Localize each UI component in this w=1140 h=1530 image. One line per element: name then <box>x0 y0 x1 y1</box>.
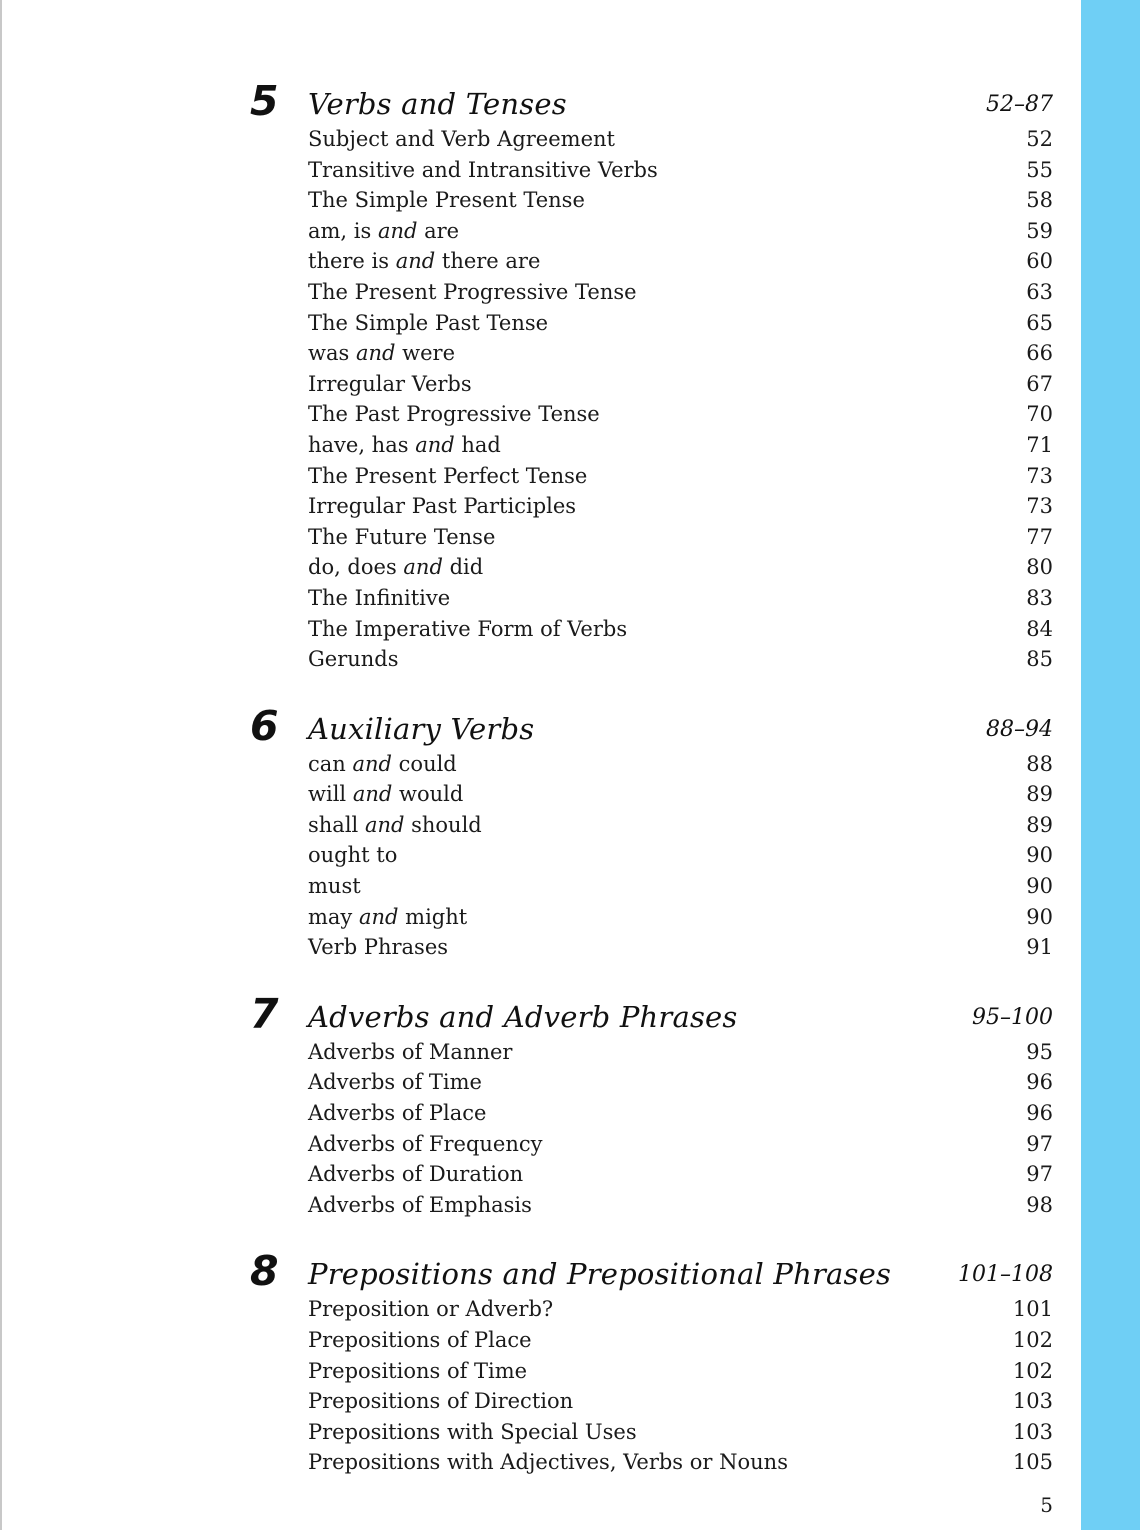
toc-entry-text: Adverbs of Time <box>308 1070 482 1095</box>
toc-entry-text: The Present Progressive Tense <box>308 279 637 304</box>
toc-entry[interactable] <box>250 1037 1053 1068</box>
toc-entry-connector: and <box>352 782 393 807</box>
toc-entry-connector: and <box>364 812 405 837</box>
chapter-number: 5 <box>250 77 279 125</box>
chapter-spacer <box>250 675 1053 703</box>
toc-entry-text: The Infinitive <box>308 585 451 610</box>
toc-entry-page: 96 <box>1026 1101 1053 1126</box>
toc-entry-title <box>308 779 463 809</box>
toc-entry-page: 65 <box>1026 310 1053 335</box>
toc-entry-page: 73 <box>1026 463 1053 488</box>
toc-entry-text: Verb Phrases <box>308 935 449 960</box>
table-of-contents <box>250 78 1053 1478</box>
toc-entry-text: there is <box>308 249 396 274</box>
toc-entry-page: 88 <box>1026 751 1053 776</box>
toc-entry-title <box>308 246 540 276</box>
toc-entry-text: Subject and Verb Agreement <box>308 127 615 151</box>
toc-entry-page: 85 <box>1026 647 1053 672</box>
toc-entry-page: 90 <box>1026 874 1053 899</box>
toc-entry-text: The Past Progressive Tense <box>308 402 600 427</box>
toc-entry-text: can <box>308 751 353 776</box>
toc-entry-text: Adverbs of Duration <box>308 1162 524 1187</box>
toc-entry-title <box>308 124 615 154</box>
toc-entry-text: Irregular Past Participles <box>308 494 577 519</box>
toc-entry[interactable] <box>250 491 1053 522</box>
toc-entry[interactable] <box>250 840 1053 871</box>
toc-entry-title <box>308 614 627 644</box>
toc-entry-text: am, is <box>308 218 378 243</box>
toc-entry-title <box>308 461 587 491</box>
toc-entry[interactable] <box>250 461 1053 492</box>
toc-entry-connector: and <box>355 341 396 366</box>
toc-entry-title <box>308 583 450 613</box>
toc-entry-title <box>308 1356 527 1386</box>
toc-entry-title <box>308 1417 637 1447</box>
toc-entry-title <box>308 1386 573 1416</box>
toc-entry-page: 66 <box>1026 341 1053 366</box>
toc-entry-text: are <box>417 218 460 243</box>
toc-entry[interactable] <box>250 871 1053 902</box>
toc-entry[interactable] <box>250 185 1053 216</box>
toc-entry-text: Prepositions with Special Uses <box>308 1419 637 1444</box>
toc-entry-text: Transitive and Intransitive Verbs <box>308 157 658 182</box>
toc-entry[interactable] <box>250 124 1053 155</box>
toc-entry-title <box>308 155 658 185</box>
toc-entry-text: must <box>308 874 361 899</box>
chapter-section <box>250 78 1053 675</box>
toc-entry[interactable] <box>250 430 1053 461</box>
toc-entry-text: Prepositions of Direction <box>308 1389 574 1414</box>
toc-entry-page: 70 <box>1026 402 1053 427</box>
toc-entry-text: ought to <box>308 843 398 868</box>
toc-entry-title <box>308 338 455 368</box>
toc-entry-text: would <box>392 782 464 807</box>
toc-entry-page: 59 <box>1026 218 1053 243</box>
toc-entry-text: do, does <box>308 555 404 580</box>
toc-entry-connector: and <box>403 555 443 580</box>
toc-entry-connector: and <box>395 249 436 274</box>
toc-entry-page: 71 <box>1026 432 1053 457</box>
toc-entry-title <box>308 1067 482 1097</box>
toc-entry-page: 95 <box>1026 1039 1053 1064</box>
toc-entry[interactable] <box>250 308 1053 339</box>
toc-entry-page: 102 <box>1012 1328 1053 1352</box>
toc-entry[interactable] <box>250 1190 1053 1221</box>
toc-entry-title <box>308 308 548 338</box>
toc-entry-title <box>308 277 637 307</box>
toc-entry[interactable] <box>250 1356 1053 1387</box>
toc-entry[interactable] <box>250 644 1053 675</box>
toc-entry-connector: and <box>352 751 392 776</box>
toc-entry-text: Adverbs of Frequency <box>308 1131 543 1156</box>
toc-entry-text: there are <box>435 249 541 274</box>
chapter-title: Verbs and Tenses <box>308 87 567 121</box>
toc-entry[interactable] <box>250 749 1053 780</box>
toc-entry-text: did <box>442 555 484 580</box>
toc-entry[interactable] <box>250 216 1053 247</box>
toc-entry[interactable] <box>250 1098 1053 1129</box>
toc-entry-text: Adverbs of Manner <box>308 1039 513 1064</box>
chapter-page-range: 101–108 <box>958 1262 1053 1288</box>
toc-entry-page: 96 <box>1026 1070 1053 1095</box>
chapter-number: 7 <box>250 989 279 1038</box>
toc-entry-text: was <box>308 341 356 366</box>
toc-entry-page: 97 <box>1026 1131 1053 1156</box>
toc-entry-page: 97 <box>1026 1162 1053 1187</box>
toc-entry-title <box>308 1129 543 1159</box>
toc-entry-title <box>308 1447 788 1477</box>
toc-entry[interactable] <box>250 932 1053 963</box>
chapter-spacer <box>250 963 1053 991</box>
toc-entry[interactable] <box>250 399 1053 430</box>
toc-entry-page: 55 <box>1026 157 1053 182</box>
chapter-heading[interactable] <box>250 991 1053 1037</box>
toc-entry-text: should <box>404 812 482 837</box>
toc-entry-title <box>308 840 397 870</box>
toc-entry-page: 84 <box>1026 616 1053 641</box>
toc-entry-text: might <box>398 904 468 929</box>
toc-entry-page: 102 <box>1012 1358 1053 1383</box>
toc-entry-title <box>308 1037 512 1067</box>
toc-entry-connector: and <box>415 432 455 457</box>
toc-entry-title <box>308 871 361 901</box>
toc-entry-page: 67 <box>1026 371 1053 396</box>
toc-entry-page: 60 <box>1026 249 1053 274</box>
toc-entry[interactable] <box>250 1067 1053 1098</box>
toc-entry-connector: and <box>358 904 399 929</box>
toc-entry[interactable] <box>250 522 1053 553</box>
toc-entry[interactable] <box>250 1386 1053 1417</box>
toc-entry-page: 98 <box>1026 1192 1053 1217</box>
toc-entry-page: 89 <box>1026 782 1053 807</box>
chapter-heading[interactable] <box>250 703 1053 749</box>
toc-entry-page: 90 <box>1026 904 1053 929</box>
toc-entry-title <box>308 902 467 932</box>
toc-entry-text: shall <box>308 812 365 837</box>
toc-entry[interactable] <box>250 1159 1053 1190</box>
toc-entry-title <box>308 552 483 582</box>
chapter-heading[interactable] <box>250 1248 1053 1294</box>
chapter-number: 6 <box>250 701 279 750</box>
toc-entry-title <box>308 491 576 521</box>
toc-entry-text: Adverbs of Emphasis <box>308 1192 532 1217</box>
toc-entry-text: Gerunds <box>308 647 399 672</box>
toc-entry[interactable] <box>250 1325 1053 1356</box>
toc-entry-title <box>308 1325 532 1355</box>
toc-entry-title <box>308 399 600 429</box>
toc-entry-text: Prepositions of Time <box>308 1358 528 1383</box>
toc-entry-page: 58 <box>1026 188 1053 213</box>
toc-entry-page: 83 <box>1026 585 1053 610</box>
toc-entry-page: 52 <box>1026 127 1053 151</box>
toc-entry[interactable] <box>250 1294 1053 1325</box>
toc-entry-text: have, has <box>308 432 416 457</box>
toc-entry-title <box>308 749 457 779</box>
toc-entry-connector: and <box>377 218 418 243</box>
toc-entry[interactable] <box>250 552 1053 583</box>
toc-entry[interactable] <box>250 369 1053 400</box>
chapter-number: 8 <box>250 1247 279 1296</box>
toc-entry-title <box>308 1159 523 1189</box>
chapter-title: Auxiliary Verbs <box>308 711 535 746</box>
toc-entry-title <box>308 932 448 962</box>
toc-entry-page: 73 <box>1026 494 1053 519</box>
toc-entry-page: 105 <box>1012 1450 1053 1475</box>
toc-entry[interactable] <box>250 810 1053 841</box>
toc-entry[interactable] <box>250 583 1053 614</box>
chapter-title: Adverbs and Adverb Phrases <box>308 999 738 1034</box>
toc-entry-text: The Future Tense <box>308 524 496 549</box>
toc-entry[interactable] <box>250 1129 1053 1160</box>
toc-entry-title <box>308 1294 553 1324</box>
toc-entry-text: The Simple Past Tense <box>308 310 549 335</box>
toc-entry-page: 90 <box>1026 843 1053 868</box>
chapter-page-range: 88–94 <box>986 716 1053 742</box>
chapter-spacer <box>250 1220 1053 1248</box>
toc-entry-text: The Present Perfect Tense <box>308 463 588 488</box>
toc-entry[interactable] <box>250 277 1053 308</box>
toc-entry-text: may <box>308 904 359 929</box>
toc-entry-text: The Imperative Form of Verbs <box>308 616 628 641</box>
toc-entry-text: had <box>454 432 501 457</box>
toc-entry-title <box>308 644 399 674</box>
toc-entry-title <box>308 216 459 246</box>
toc-entry-text: Adverbs of Place <box>308 1101 487 1126</box>
toc-entry-page: 103 <box>1012 1389 1053 1414</box>
toc-entry-title <box>308 1098 486 1128</box>
toc-entry-text: Preposition or Adverb? <box>308 1297 554 1322</box>
toc-entry[interactable] <box>250 1417 1053 1448</box>
toc-entry-title <box>308 810 482 840</box>
chapter-section <box>250 991 1053 1221</box>
toc-entry-text: The Simple Present Tense <box>308 188 585 213</box>
page-left-edge <box>0 0 2 1530</box>
chapter-page-range: 52–87 <box>986 92 1053 117</box>
toc-entry-title <box>308 369 472 399</box>
toc-entry-page: 91 <box>1026 935 1053 960</box>
toc-entry-page: 63 <box>1026 279 1053 304</box>
toc-entry-page: 89 <box>1026 812 1053 837</box>
toc-entry-text: Prepositions of Place <box>308 1328 532 1352</box>
toc-entry-title <box>308 185 585 215</box>
chapter-title: Prepositions and Prepositional Phrases <box>308 1257 892 1292</box>
chapter-heading[interactable] <box>250 78 1053 124</box>
toc-entry-title <box>308 430 501 460</box>
toc-entry-text: Irregular Verbs <box>308 371 472 396</box>
toc-entry-page: 103 <box>1012 1419 1053 1444</box>
toc-entry[interactable] <box>250 246 1053 277</box>
toc-entry[interactable] <box>250 614 1053 645</box>
toc-entry-title <box>308 1190 532 1220</box>
chapter-page-range: 95–100 <box>972 1004 1053 1030</box>
toc-entry-page: 101 <box>1012 1297 1053 1322</box>
toc-entry[interactable] <box>250 902 1053 933</box>
toc-entry-text: will <box>308 782 353 807</box>
toc-entry[interactable] <box>250 1447 1053 1478</box>
side-color-strip <box>1081 0 1140 1530</box>
toc-entry-page: 80 <box>1026 555 1053 580</box>
toc-entry-page: 77 <box>1026 524 1053 549</box>
toc-entry[interactable] <box>250 779 1053 810</box>
chapter-section <box>250 1248 1053 1478</box>
chapter-section <box>250 703 1053 963</box>
toc-entry-text: Prepositions with Adjectives, Verbs or Nouns <box>308 1450 788 1475</box>
toc-entry-title <box>308 522 495 552</box>
page-number: 5 <box>1040 1493 1053 1517</box>
toc-entry[interactable] <box>250 338 1053 369</box>
toc-entry-text: were <box>395 341 455 366</box>
toc-entry[interactable] <box>250 155 1053 186</box>
toc-entry-text: could <box>391 751 457 776</box>
